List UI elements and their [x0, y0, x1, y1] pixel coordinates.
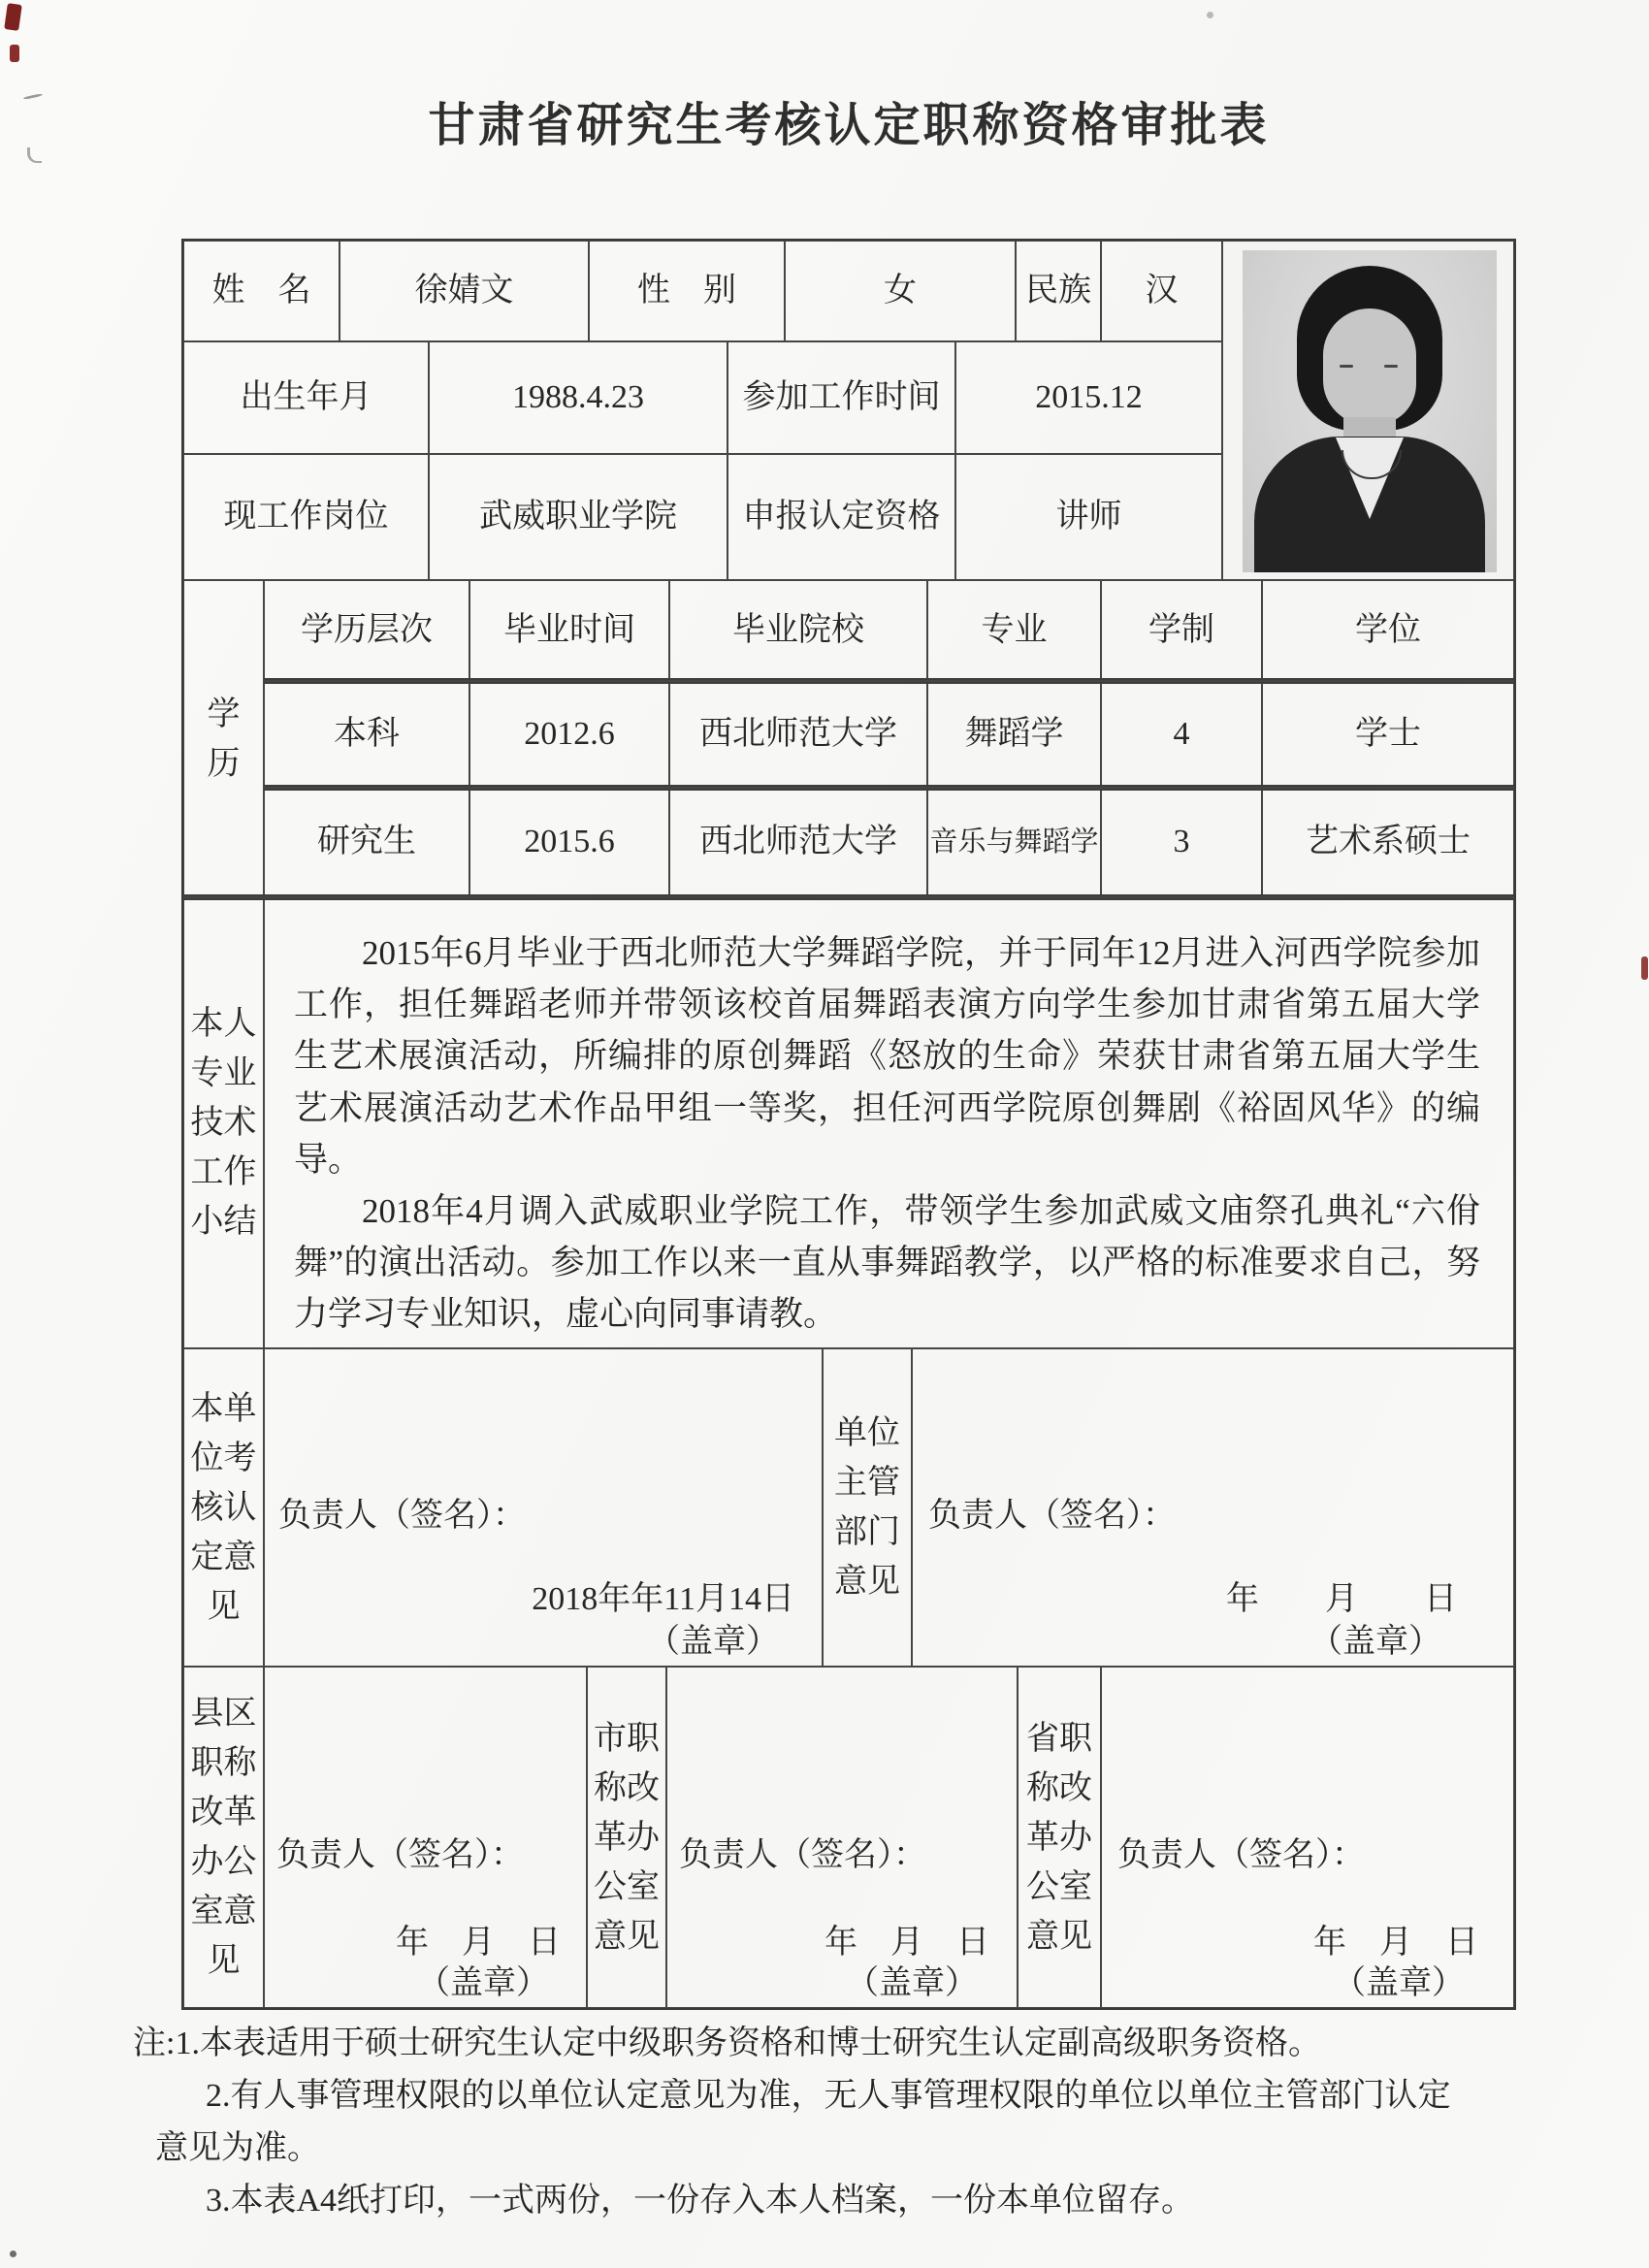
position-label: 现工作岗位	[223, 498, 389, 535]
photo-eye	[1384, 365, 1398, 368]
birth-label: 出生年月	[240, 378, 372, 415]
edu-cell: 3	[1173, 824, 1190, 860]
edu-row	[669, 788, 927, 897]
edu-cell: 2015.6	[524, 824, 615, 860]
qualification-label: 申报认定资格	[742, 498, 941, 535]
province-signer-label: 负责人（签名）：	[1117, 1837, 1365, 1873]
county-opinion-label: 县区职称改革办公室意见	[190, 1696, 257, 1979]
edu-header-grad-time-label: 毕业时间	[503, 611, 635, 648]
unit-opinion-date: 2018年年11月14日	[532, 1581, 794, 1617]
name-value-cell	[340, 241, 589, 341]
county-opinion-label-cell	[183, 1667, 264, 2008]
edu-header-duration	[1101, 580, 1262, 681]
edu-row	[927, 788, 1101, 897]
scan-artifact	[27, 147, 42, 163]
birth-value-cell	[429, 341, 728, 454]
county-opinion-content-cell	[264, 1667, 587, 2008]
ethnicity-value-cell	[1101, 241, 1222, 341]
education-section-label: 学历	[207, 696, 241, 782]
footnote-line-1: 注:1.本表适用于硕士研究生认定中级职务资格和博士研究生认定副高级职务资格。	[133, 2025, 1321, 2061]
edu-row	[469, 681, 669, 788]
scan-artifact	[1641, 956, 1648, 980]
edu-row	[469, 788, 669, 897]
qualification-label-cell	[728, 454, 955, 580]
edu-row	[927, 681, 1101, 788]
scan-artifact	[23, 93, 43, 100]
edu-row	[669, 681, 927, 788]
province-seal-label: （盖章）	[1333, 1965, 1465, 2001]
ethnicity-label-cell	[1016, 241, 1101, 341]
edu-cell: 西北师范大学	[699, 715, 897, 752]
position-value: 武威职业学院	[479, 498, 677, 535]
edu-cell: 2012.6	[524, 715, 615, 752]
edu-cell: 艺术系硕士	[1306, 824, 1471, 860]
gender-label: 性 别	[637, 272, 736, 308]
province-opinion-date: 年 月 日	[1313, 1925, 1478, 1960]
unit-seal-label: （盖章）	[647, 1624, 779, 1660]
edu-row	[1101, 681, 1262, 788]
unit-opinion-label-cell	[183, 1348, 264, 1667]
education-section-label-cell	[183, 580, 264, 897]
edu-cell: 本科	[334, 715, 400, 752]
edu-header-degree-label: 学位	[1355, 611, 1421, 648]
county-seal-label: （盖章）	[417, 1965, 549, 2001]
name-label-cell	[183, 241, 340, 341]
edu-header-duration-label: 学制	[1148, 611, 1214, 648]
department-opinion-label-cell	[823, 1348, 912, 1667]
name-label: 姓 名	[211, 272, 311, 308]
qualification-value-cell	[955, 454, 1222, 580]
edu-cell: 音乐与舞蹈学	[929, 826, 1099, 858]
footnote-line-3: 意见为准。	[155, 2130, 320, 2166]
double-rule	[183, 894, 1514, 900]
work-start-value: 2015.12	[1035, 378, 1143, 415]
department-seal-label: （盖章）	[1310, 1624, 1441, 1660]
edu-header-major	[927, 580, 1101, 681]
work-start-label: 参加工作时间	[742, 378, 941, 415]
city-opinion-label: 市职称改革办公室意见	[594, 1720, 660, 1955]
gender-label-cell	[589, 241, 785, 341]
photo-cell	[1222, 241, 1514, 580]
id-photo	[1243, 250, 1497, 572]
summary-section-label-cell	[183, 897, 264, 1348]
unit-opinion-content-cell	[264, 1348, 823, 1667]
summary-section-label: 本人专业技术工作小结	[190, 1006, 257, 1240]
edu-header-school-label: 毕业院校	[732, 611, 864, 648]
page-title: 甘肃省研究生考核认定职称资格审批表	[428, 100, 1270, 151]
department-signer-label: 负责人（签名）：	[928, 1498, 1176, 1534]
edu-row	[1262, 681, 1514, 788]
footnote-line-4: 3.本表A4纸打印，一式两份，一份存入本人档案，一份本单位留存。	[206, 2183, 1195, 2219]
double-rule	[264, 785, 1514, 791]
county-signer-label: 负责人（签名）：	[276, 1837, 524, 1873]
unit-signer-label: 负责人（签名）：	[278, 1498, 526, 1534]
edu-header-level-label: 学历层次	[301, 611, 433, 648]
county-opinion-date: 年 月 日	[396, 1925, 561, 1960]
photo-face	[1323, 308, 1416, 425]
edu-header-major-label: 专业	[981, 611, 1048, 648]
position-label-cell	[183, 454, 429, 580]
city-seal-label: （盖章）	[846, 1965, 978, 2001]
department-opinion-content-cell	[912, 1348, 1514, 1667]
work-start-label-cell	[728, 341, 955, 454]
department-opinion-date: 年 月 日	[1226, 1581, 1457, 1617]
position-value-cell	[429, 454, 728, 580]
gender-value-cell	[785, 241, 1016, 341]
edu-cell: 西北师范大学	[699, 824, 897, 860]
edu-header-school	[669, 580, 927, 681]
summary-paragraph-1: 2015年6月毕业于西北师范大学舞蹈学院，并于同年12月进入河西学院参加工作，担任舞蹈老师并带领该校首届舞蹈表演方向学生参加甘肃省第五届大学生艺术展演活动，所编排的原创舞蹈《怒放的生命》荣获甘肃省第五届大学生艺术展演活动艺术作品甲组一等奖，担任河西学院原创舞剧《裕固风华》的编导。	[294, 934, 1480, 1179]
province-opinion-label: 省职称改革办公室意见	[1026, 1720, 1092, 1955]
province-opinion-label-cell	[1018, 1667, 1101, 2008]
edu-row	[1262, 788, 1514, 897]
double-rule	[264, 678, 1514, 684]
edu-cell: 4	[1173, 715, 1190, 752]
gender-value: 女	[884, 272, 917, 308]
work-start-value-cell	[955, 341, 1222, 454]
edu-row	[264, 681, 469, 788]
photo-eye	[1340, 365, 1353, 368]
department-opinion-label: 单位主管部门意见	[834, 1415, 900, 1600]
scan-artifact	[1207, 12, 1213, 18]
birth-label-cell	[183, 341, 429, 454]
edu-cell: 研究生	[317, 824, 416, 860]
city-signer-label: 负责人（签名）：	[679, 1837, 926, 1873]
qualification-value: 讲师	[1055, 498, 1122, 535]
edu-header-degree	[1262, 580, 1514, 681]
name-value: 徐婧文	[414, 272, 514, 308]
edu-cell: 学士	[1355, 715, 1421, 752]
scan-artifact	[10, 45, 19, 62]
summary-paragraph-2: 2018年4月调入武威职业学院工作，带领学生参加武威文庙祭孔典礼“六佾舞”的演出活动。参加工作以来一直从事舞蹈教学，以严格的标准要求自己，努力学习专业知识，虚心向同事请教。	[294, 1191, 1480, 1334]
summary-content-cell	[264, 897, 1514, 1348]
edu-header-grad-time	[469, 580, 669, 681]
edu-cell: 舞蹈学	[964, 715, 1064, 752]
ethnicity-label: 民族	[1025, 272, 1091, 308]
footnote-line-2: 2.有人事管理权限的以单位认定意见为准，无人事管理权限的单位以单位主管部门认定	[206, 2078, 1451, 2114]
unit-opinion-label: 本单位考核认定意见	[190, 1390, 257, 1625]
birth-value: 1988.4.23	[512, 378, 644, 415]
ethnicity-value: 汉	[1145, 272, 1179, 308]
province-opinion-content-cell	[1101, 1667, 1514, 2008]
scan-artifact	[10, 2251, 16, 2257]
edu-row	[264, 788, 469, 897]
city-opinion-label-cell	[587, 1667, 666, 2008]
city-opinion-date: 年 月 日	[824, 1925, 989, 1960]
city-opinion-content-cell	[666, 1667, 1018, 2008]
edu-row	[1101, 788, 1262, 897]
scan-artifact	[4, 3, 22, 31]
edu-header-level	[264, 580, 469, 681]
